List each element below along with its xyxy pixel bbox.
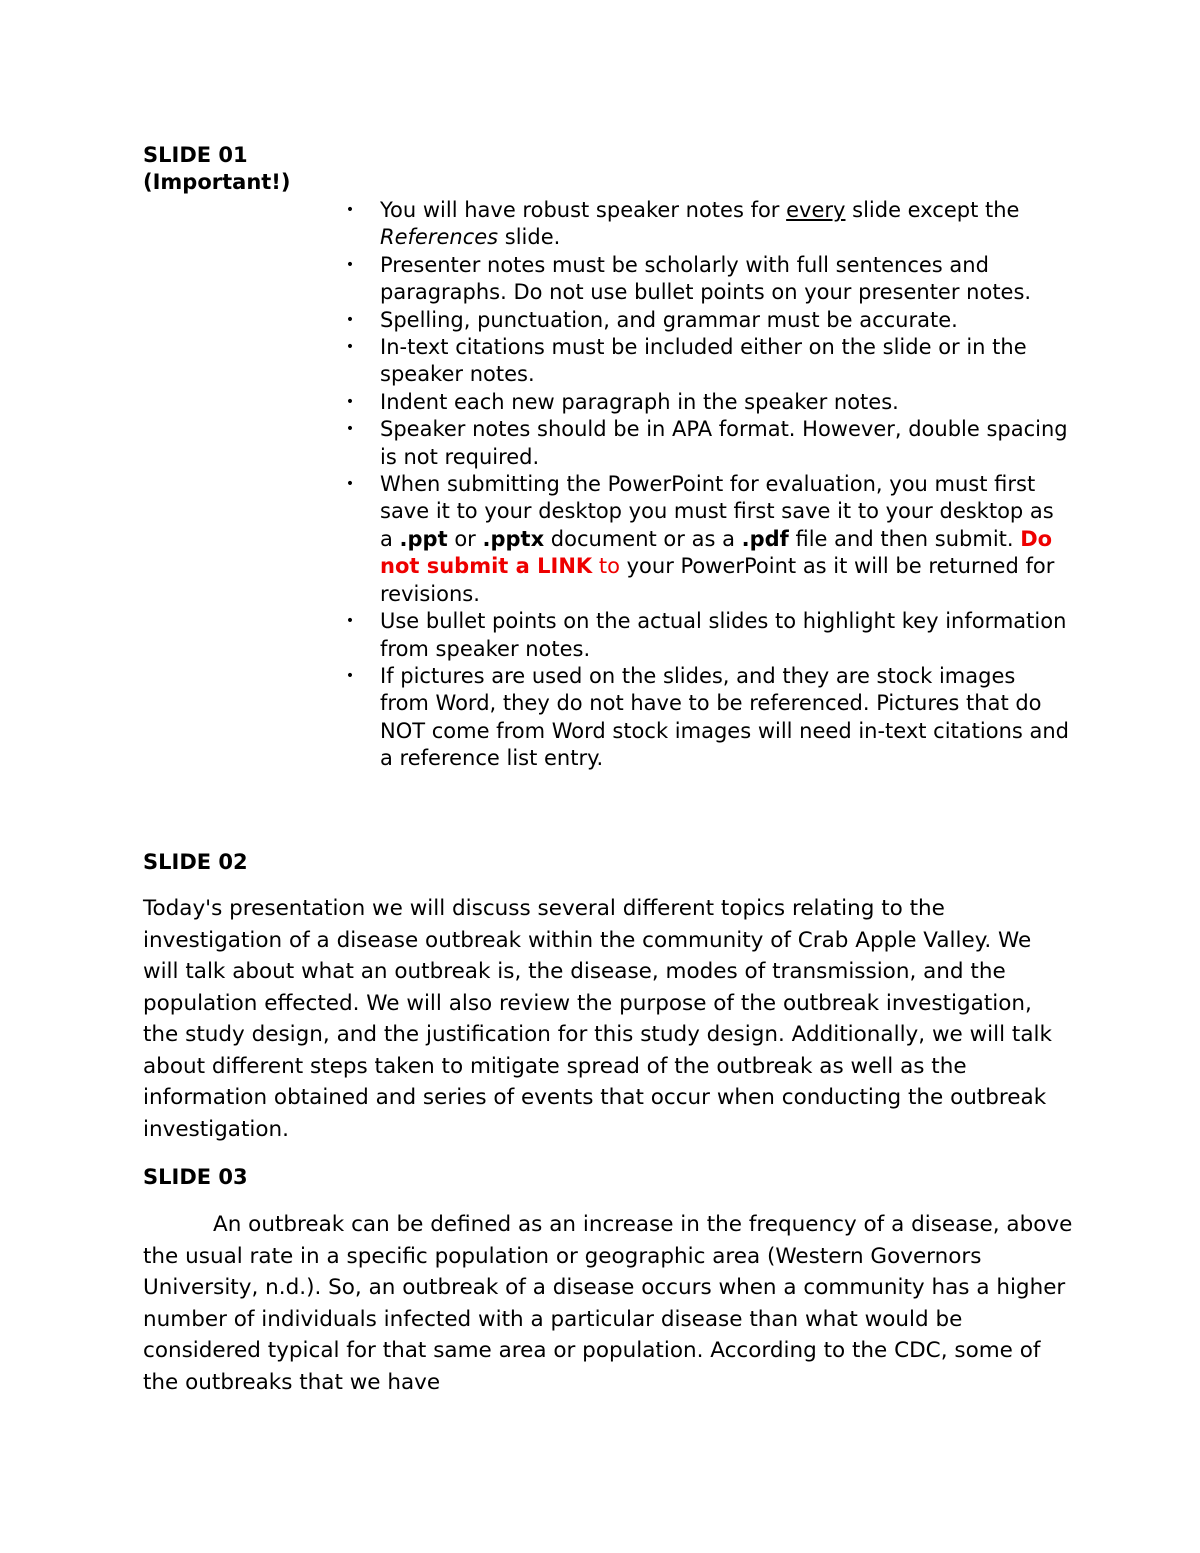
bullet-text: Spelling, punctuation, and grammar must be accurate.	[380, 307, 958, 332]
bullet-icon: •	[345, 393, 355, 410]
bold-pdf: .pdf	[741, 526, 789, 551]
slide-03-paragraph	[143, 1209, 1073, 1398]
bullet-item	[340, 471, 1070, 608]
bullet-text: Speaker notes should be in APA format. However, double spacing is not required.	[380, 417, 1068, 469]
bullet-text: or	[447, 526, 483, 551]
slide-01-subheading: (Important!)	[143, 170, 291, 194]
bullet-icon: •	[345, 421, 355, 438]
bullet-item	[340, 608, 1070, 663]
slide-02-paragraph: Today's presentation we will discuss several different topics relating to the investigation of a disease outbreak within the community of Crab Apple Valley. We will talk about what an outbreak is, the disease, modes of transmission, and the population effected. We will also review the purpose of the outbreak investigation, the study design, and the justification for this study design. Additionally, we will talk about different steps taken to mitigate spread of the outbreak as well as the information obtained and series of events that occur when conducting the outbreak investigation.	[143, 896, 1052, 1142]
bullet-text: When submitting the PowerPoint for evaluation, you must first save it to your desktop you must first save it to your desktop as a	[380, 472, 1054, 551]
slide-02-heading: SLIDE 02	[143, 850, 248, 874]
red-warning-text: to	[592, 554, 620, 579]
bullet-text: In-text citations must be included either on the slide or in the speaker notes.	[380, 335, 1027, 387]
bullet-icon: •	[345, 613, 355, 630]
bullet-text: slide except the	[845, 198, 1020, 222]
bold-ppt: .ppt	[399, 526, 448, 551]
bullet-item	[340, 663, 1070, 773]
bullet-item	[340, 334, 1070, 389]
bullet-item	[340, 307, 1070, 334]
slide-01-bullet-list	[340, 197, 1070, 773]
bold-pptx: .pptx	[482, 526, 545, 551]
bullet-icon: •	[345, 202, 355, 218]
bullet-text: document or as a	[544, 526, 742, 551]
underlined-word: every	[786, 198, 846, 222]
slide-03-paragraph-text: An outbreak can be defined as an increase in the frequency of a disease, above the usual rate in a specific population or geographic area (Western Governors University, n.d.). So, an outbreak of a disease occurs when a community has a higher number of individuals infected with a particular disease than what would be considered typical for that same area or population. According to the CDC, some of the outbreaks that we have	[143, 1212, 1073, 1395]
bullet-text: Indent each new paragraph in the speaker notes.	[380, 389, 899, 414]
bullet-icon: •	[345, 667, 355, 684]
bullet-icon: •	[345, 311, 355, 328]
bullet-icon: •	[345, 339, 355, 356]
bullet-item	[340, 389, 1070, 416]
slide-01-heading: SLIDE 01	[143, 143, 248, 167]
bullet-icon: •	[345, 476, 355, 493]
bullet-icon: •	[345, 256, 355, 273]
bullet-item	[340, 252, 1070, 307]
bullet-text: file and then submit.	[788, 526, 1021, 551]
bullet-text: You will have robust speaker notes for	[380, 198, 787, 222]
bullet-text: If pictures are used on the slides, and they are stock images from Word, they do not have to be referenced. Pictures that do NOT come from Word stock images will need in-text citations and a reference list entry.	[380, 663, 1070, 771]
bullet-text: your PowerPoint as it will be returned for revisions.	[380, 554, 1055, 606]
bullet-item	[340, 416, 1070, 471]
bullet-text: slide.	[498, 225, 561, 250]
bullet-item	[340, 197, 1070, 252]
slide-03-heading: SLIDE 03	[143, 1165, 248, 1189]
bullet-text: Use bullet points on the actual slides to highlight key information from speaker notes.	[380, 609, 1067, 661]
red-warning-bold: Do not submit a LINK	[380, 526, 1053, 579]
bullet-text: Presenter notes must be scholarly with full sentences and paragraphs. Do not use bullet points on your presenter notes.	[380, 252, 1032, 305]
italic-word: References	[380, 225, 499, 250]
